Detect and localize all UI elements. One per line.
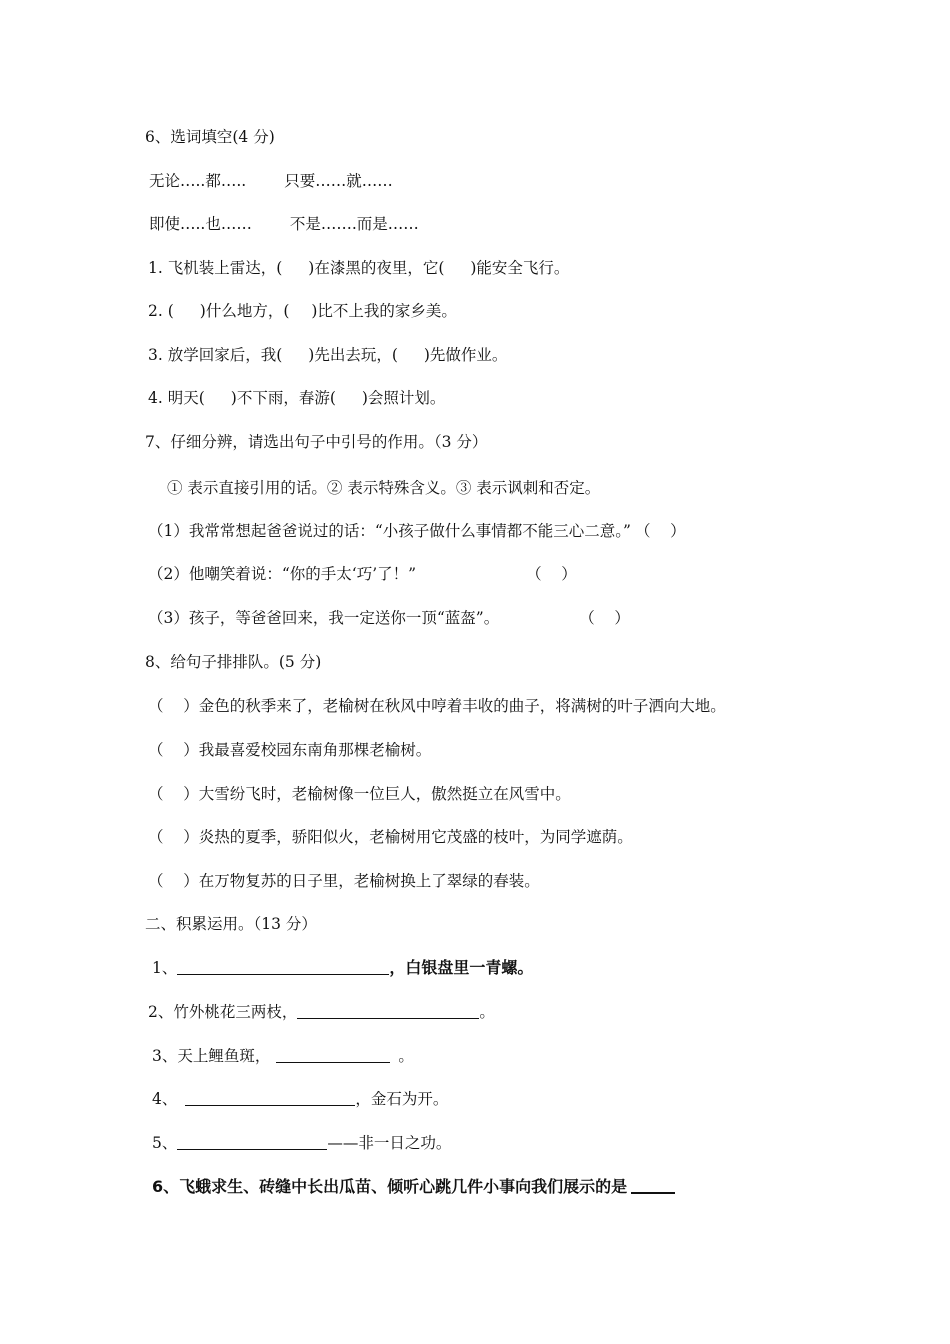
sec2-l4-blank[interactable] bbox=[185, 1089, 355, 1106]
sec2-line-6 bbox=[152, 1176, 675, 1198]
q6-s4-part-c: )会照计划。 bbox=[361, 389, 446, 407]
q6-sentence-4 bbox=[148, 387, 445, 409]
sec2-l3-blank[interactable] bbox=[276, 1046, 390, 1063]
q6-s4-part-b: )不下雨，春游( bbox=[230, 389, 336, 407]
sec2-l5-text: ——非一日之功。 bbox=[327, 1134, 452, 1152]
q7-item-2-answer[interactable]: （ ） bbox=[526, 565, 577, 583]
sec2-l6-text: 6、飞蛾求生、砖缝中长出瓜苗、倾听心跳几件小事向我们展示的是 bbox=[152, 1177, 628, 1196]
q8-heading: 8、给句子排排队。(5 分) bbox=[145, 653, 322, 671]
q7-item-3 bbox=[148, 607, 630, 629]
section-2-heading: 二、积累运用。（13 分） bbox=[145, 915, 317, 933]
q6-sentence-3 bbox=[148, 344, 507, 366]
q7-heading: 7、仔细分辨，请选出句子中引号的作用。（3 分） bbox=[145, 433, 488, 451]
q8-item-1[interactable]: （ ）金色的秋季来了，老榆树在秋风中哼着丰收的曲子，将满树的叶子洒向大地。 bbox=[148, 697, 726, 715]
q6-s1-part-a: 1. 飞机装上雷达，( bbox=[148, 259, 283, 277]
q7-item-1-answer[interactable]: （ ） bbox=[634, 522, 686, 540]
q6-s2-part-b: )什么地方，( bbox=[199, 302, 290, 320]
q6-s4-part-a: 4. 明天( bbox=[148, 389, 205, 407]
q6-s3-part-a: 3. 放学回家后，我( bbox=[148, 346, 283, 364]
sec2-l4-text: ，金石为开。 bbox=[355, 1090, 449, 1108]
sec2-l4-number: 4、 bbox=[152, 1090, 178, 1108]
q6-s2-part-c: )比不上我的家乡美。 bbox=[311, 302, 457, 320]
sec2-l2-end: 。 bbox=[479, 1003, 495, 1021]
q7-item-2 bbox=[148, 563, 577, 585]
q6-option-4: 不是…….而是…… bbox=[289, 215, 419, 233]
sec2-l5-blank[interactable] bbox=[177, 1133, 327, 1150]
sec2-l2-text: 2、竹外桃花三两枝， bbox=[148, 1003, 298, 1021]
sec2-line-4 bbox=[152, 1088, 448, 1110]
q8-item-2[interactable]: （ ）我最喜爱校园东南角那棵老榆树。 bbox=[148, 741, 432, 759]
q6-option-3: 即使…..也…… bbox=[149, 215, 252, 233]
sec2-l1-blank[interactable] bbox=[177, 958, 389, 975]
q7-legend: ① 表示直接引用的话。② 表示特殊含义。③ 表示讽刺和否定。 bbox=[167, 479, 601, 497]
sec2-l3-end: 。 bbox=[398, 1047, 414, 1065]
q6-s1-part-c: )能安全飞行。 bbox=[470, 259, 570, 277]
q6-sentence-1 bbox=[148, 257, 569, 279]
q6-s1-part-b: )在漆黑的夜里，它( bbox=[308, 259, 445, 277]
q8-item-5[interactable]: （ ）在万物复苏的日子里，老榆树换上了翠绿的春装。 bbox=[148, 872, 540, 890]
q6-option-2: 只要……就…… bbox=[284, 172, 393, 190]
q7-item-3-answer[interactable]: （ ） bbox=[579, 609, 630, 627]
sec2-line-2 bbox=[148, 1001, 495, 1023]
q7-item-1-text: （1）我常常想起爸爸说过的话：“小孩子做什么事情都不能三心二意。” bbox=[148, 522, 631, 540]
q7-item-3-text: （3）孩子，等爸爸回来，我一定送你一顶“蓝盔”。 bbox=[148, 609, 500, 627]
sec2-l5-number: 5、 bbox=[152, 1134, 178, 1152]
q7-item-2-text: （2）他嘲笑着说：“你的手太‘巧’了！” bbox=[148, 565, 417, 583]
sec2-line-3 bbox=[152, 1045, 414, 1067]
q7-item-1 bbox=[148, 520, 686, 542]
q6-options-row2 bbox=[149, 213, 419, 235]
q6-s3-part-c: )先做作业。 bbox=[423, 346, 508, 364]
sec2-l2-blank[interactable] bbox=[297, 1002, 479, 1019]
sec2-l1-number: 1、 bbox=[152, 959, 178, 977]
q8-item-3[interactable]: （ ）大雪纷飞时，老榆树像一位巨人，傲然挺立在风雪中。 bbox=[148, 785, 571, 803]
sec2-line-1 bbox=[152, 957, 533, 979]
sec2-l1-text: ，白银盘里一青螺。 bbox=[389, 958, 534, 977]
q8-item-4[interactable]: （ ）炎热的夏季，骄阳似火，老榆树用它茂盛的枝叶，为同学遮荫。 bbox=[148, 828, 633, 846]
sec2-l6-blank[interactable] bbox=[631, 1176, 675, 1194]
sec2-line-5 bbox=[152, 1132, 451, 1154]
q6-heading: 6、选词填空(4 分) bbox=[145, 128, 275, 146]
q6-s2-part-a: 2. ( bbox=[148, 302, 174, 320]
sec2-l3-text: 3、天上鲤鱼斑， bbox=[152, 1047, 271, 1065]
q6-option-1: 无论…..都….. bbox=[149, 172, 247, 190]
q6-options-row1 bbox=[149, 170, 393, 192]
q6-sentence-2 bbox=[148, 300, 457, 322]
q6-s3-part-b: )先出去玩，( bbox=[308, 346, 398, 364]
